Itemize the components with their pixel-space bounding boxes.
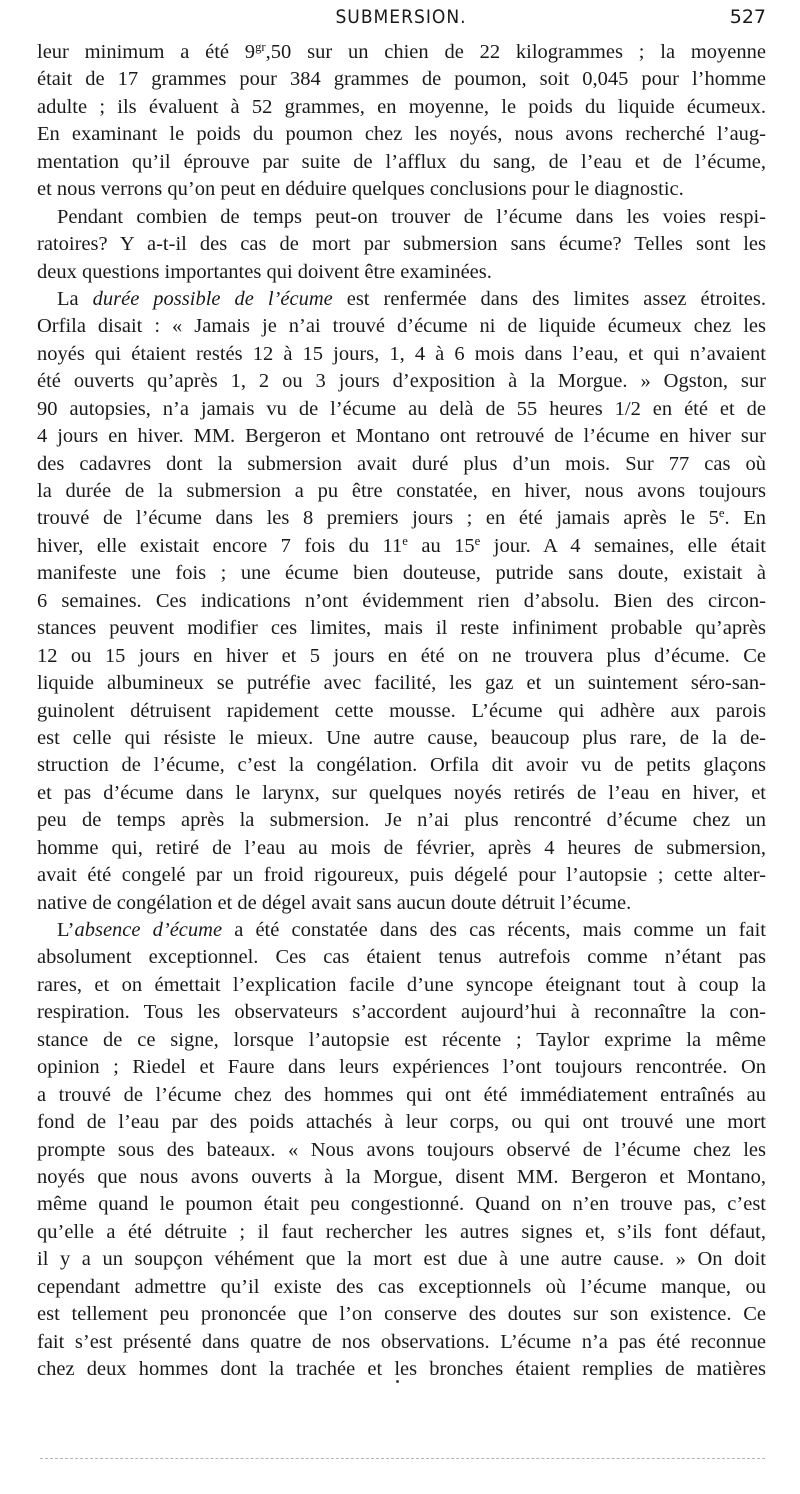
italic-term: absence d’écume	[74, 919, 223, 941]
text-line: liquide albumineux se putréfie avec facilité, les gaz et un suintement séro-san-	[37, 672, 766, 695]
text-line: 12 ou 15 jours en hiver et 5 jours en été on ne trouvera plus d’écume. Ce	[37, 644, 766, 667]
text-line: ratoires? Y a-t-il des cas de mort par submersion sans écume? Telles sont les	[37, 233, 766, 256]
text-line: des cadavres dont la submersion avait duré plus d’un mois. Sur 77 cas où	[37, 452, 766, 475]
text-line: fait s’est présenté dans quatre de nos observations. L’écume n’a pas été reconnue	[37, 1330, 766, 1353]
text-line: et nous verrons qu’on peut en déduire quelques conclusions pour le diagnostic.	[37, 178, 684, 201]
text-line: est tellement peu prononcée que l’on conserve des doutes sur son existence. Ce	[37, 1303, 766, 1326]
text-line: la durée de la submersion a pu être constatée, en hiver, nous avons toujours	[37, 480, 766, 502]
text-line: Pendant combien de temps peut-on trouver de l’écume dans les voies respi-	[57, 205, 766, 228]
text-line: a trouvé de l’écume chez des hommes qui ont été immédiatement entraînés au	[37, 1083, 766, 1106]
text-line: cependant admettre qu’il existe des cas exceptionnels où l’écume manque, ou	[37, 1275, 766, 1298]
text-line: adulte ; ils évaluent à 52 grammes, en moyenne, le poids du liquide écumeux.	[37, 95, 766, 118]
text-line: native de congélation et de dégel avait sans aucun doute détruit l’écume.	[37, 891, 632, 914]
running-title: SUBMERSION.	[335, 6, 467, 28]
stray-dot-mark	[396, 1380, 399, 1383]
text-line: avait été congelé par un froid rigoureux, puis dégelé pour l’autopsie ; cette alter-	[37, 864, 766, 887]
text-line: L’absence d’écume a été constatée dans des cas récents, mais comme un fait	[57, 919, 766, 941]
text-line: et pas d’écume dans le larynx, sur quelques noyés retirés de l’eau en hiver, et	[37, 781, 766, 804]
text-line: chez deux hommes dont la trachée et les bronches étaient remplies de matières	[37, 1358, 766, 1380]
text-line: homme qui, retiré de l’eau au mois de février, après 4 heures de submersion,	[37, 836, 766, 859]
page-number: 527	[729, 6, 766, 28]
text-line: stance de ce signe, lorsque l’autopsie est récente ; Taylor exprime la même	[37, 1028, 766, 1051]
text-line: opinion ; Riedel et Faure dans leurs expériences l’ont toujours rencontrée. On	[37, 1056, 766, 1079]
text-line: 4 jours en hiver. MM. Bergeron et Montano ont retrouvé de l’écume en hiver sur	[37, 425, 766, 448]
text-line: peu de temps après la submersion. Je n’ai plus rencontré d’écume chez un	[37, 809, 766, 832]
bottom-rule	[40, 1458, 765, 1459]
text-line: struction de l’écume, c’est la congélation. Orfila dit avoir vu de petits glaçons	[37, 754, 766, 777]
text-line: 90 autopsies, n’a jamais vu de l’écume au delà de 55 heures 1/2 en été et de	[37, 397, 766, 420]
text-line: Orfila disait : « Jamais je n’ai trouvé d’écume ni de liquide écumeux chez les	[37, 315, 766, 338]
text-line: manifeste une fois ; une écume bien douteuse, putride sans doute, existait à	[37, 562, 766, 585]
text-line: stances peuvent modifier ces limites, mais il reste infiniment probable qu’après	[37, 617, 766, 640]
italic-term: durée possible de l’écume	[92, 287, 333, 310]
text-line: il y a un soupçon véhément que la mort est due à une autre cause. » On doit	[37, 1248, 766, 1271]
text-line: même quand le poumon était peu congestionné. Quand on n’en trouve pas, c’est	[37, 1193, 766, 1216]
text-line: En examinant le poids du poumon chez les noyés, nous avons recherché l’aug-	[37, 123, 766, 146]
text-line: guinolent détruisent rapidement cette mousse. L’écume qui adhère aux parois	[37, 699, 766, 722]
text-line: trouvé de l’écume dans les 8 premiers jours ; en été jamais après le 5e. En	[37, 506, 766, 530]
text-line: leur minimum a été $9^{gr},50$ sur un chien de 22 kilogrammes ; la moyenne	[37, 40, 766, 63]
text-line: absolument exceptionnel. Ces cas étaient tenus autrefois comme n’étant pas	[37, 946, 766, 969]
text-line: La durée possible de l’écume est renfermée dans des limites assez étroites.	[57, 287, 766, 310]
text-line: hiver, elle existait encore 7 fois du 11e au 15e jour. A 4 semaines, elle était	[37, 533, 766, 557]
running-head	[36, 4, 766, 34]
text-line: deux questions importantes qui doivent être examinées.	[37, 260, 492, 283]
text-line: respiration. Tous les observateurs s’accordent aujourd’hui à reconnaître la con-	[37, 1001, 766, 1024]
text-line: rares, et on émettait l’explication facile d’une syncope éteignant tout à coup la	[37, 973, 766, 996]
body-text	[37, 39, 766, 1383]
text-line: 6 semaines. Ces indications n’ont évidemment rien d’absolu. Bien des circon-	[37, 589, 766, 612]
text-line: est celle qui résiste le mieux. Une autre cause, beaucoup plus rare, de la de-	[37, 726, 766, 749]
text-line: qu’elle a été détruite ; il faut rechercher les autres signes et, s’ils font défaut,	[37, 1220, 766, 1243]
text-line: prompte sous des bateaux. « Nous avons toujours observé de l’écume chez les	[37, 1138, 766, 1161]
text-line: été ouverts qu’après 1, 2 ou 3 jours d’exposition à la Morgue. » Ogston, sur	[37, 370, 766, 393]
text-line: noyés qui étaient restés 12 à 15 jours, 1, 4 à 6 mois dans l’eau, et qui n’avaient	[37, 342, 766, 365]
text-line: noyés que nous avons ouverts à la Morgue, disent MM. Bergeron et Montano,	[37, 1165, 766, 1188]
text-line: mentation qu’il éprouve par suite de l’afflux du sang, de l’eau et de l’écume,	[37, 150, 766, 173]
text-line: fond de l’eau par des poids attachés à leur corps, ou qui ont trouvé une mort	[37, 1111, 766, 1134]
text-line: était de 17 grammes pour 384 grammes de poumon, soit 0,045 pour l’homme	[37, 68, 766, 91]
